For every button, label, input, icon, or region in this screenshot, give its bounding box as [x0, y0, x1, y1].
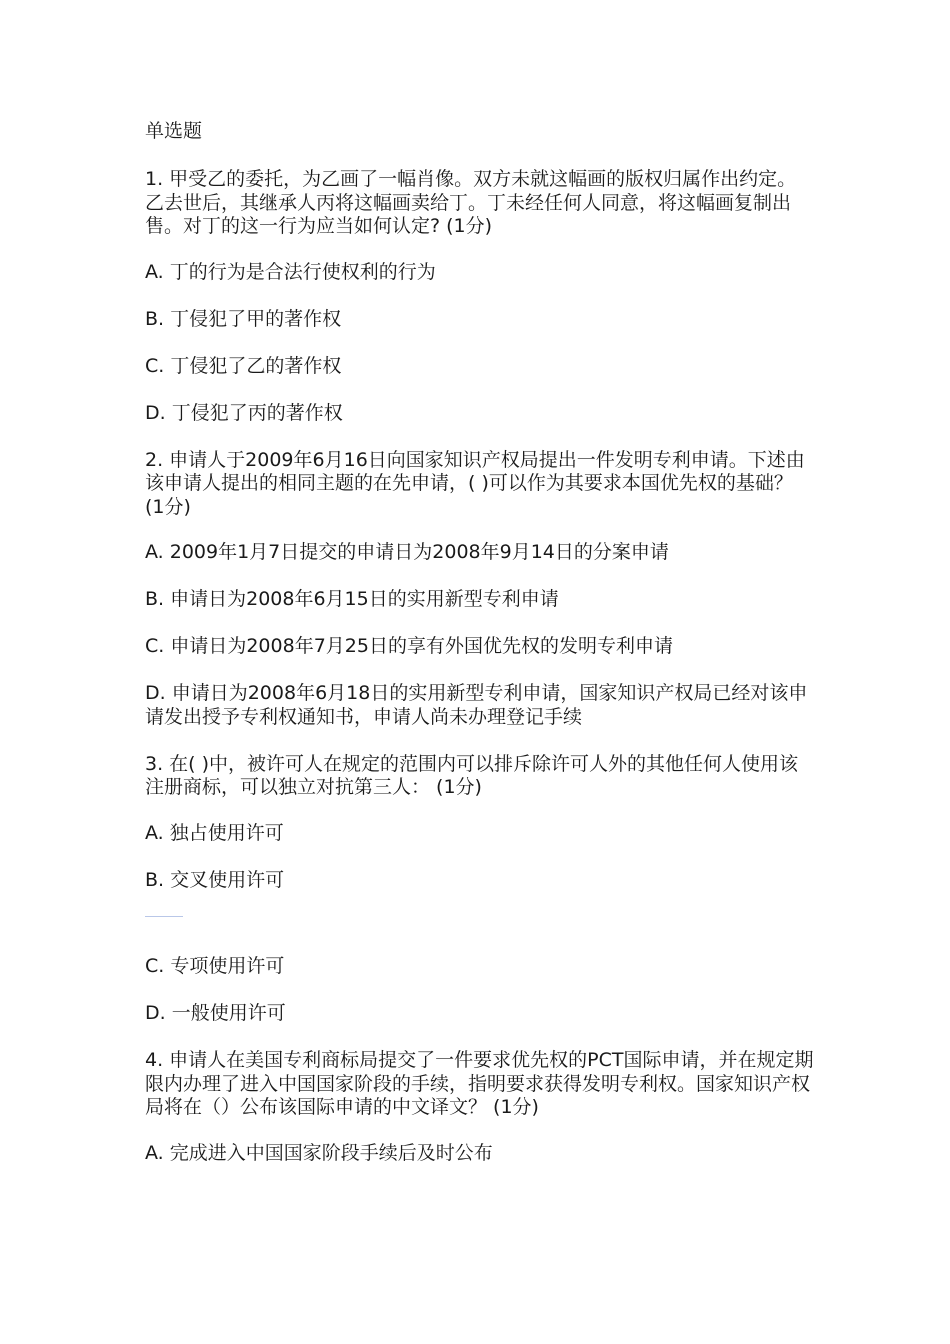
question-1-option-c: C. 丁侵犯了乙的著作权	[145, 354, 342, 377]
question-3-option-d: D. 一般使用许可	[145, 1002, 286, 1024]
question-2-option-b: B. 申请日为2008年6月15日的实用新型专利申请	[145, 588, 559, 610]
question-4-option-a: A. 完成进入中国国家阶段手续后及时公布	[145, 1141, 493, 1164]
question-2-option-a: A. 2009年1月7日提交的申请日为2008年9月14日的分案申请	[145, 541, 669, 563]
question-1-option-d: D. 丁侵犯了丙的著作权	[145, 401, 343, 424]
question-2-text: 2. 申请人于2009年6月16日向国家知识产权局提出一件发明专利申请。下述由该申请人提出的相同主题的在先申请，( )可以作为其要求本国优先权的基础？ (1分)	[145, 448, 805, 518]
question-2-option-c: C. 申请日为2008年7月25日的享有外国优先权的发明专利申请	[145, 635, 673, 657]
question-1-option-b: B. 丁侵犯了甲的著作权	[145, 307, 342, 330]
question-1-option-a: A. 丁的行为是合法行使权利的行为	[145, 260, 436, 283]
question-3-option-c: C. 专项使用许可	[145, 955, 285, 977]
question-3-text: 3. 在( )中，被许可人在规定的范围内可以排斥除许可人外的其他任何人使用该注册商标，可以独立对抗第三人： (1分)	[145, 752, 799, 798]
question-4-text: 4. 申请人在美国专利商标局提交了一件要求优先权的PCT国际申请，并在规定期限内办理了进入中国国家阶段的手续，指明要求获得发明专利权。国家知识产权局将在（）公布该国际申请的中文译文？ (1分)	[145, 1049, 814, 1118]
question-2-option-d: D. 申请日为2008年6月18日的实用新型专利申请，国家知识产权局已经对该申请发出授予专利权通知书，申请人尚未办理登记手续	[145, 682, 808, 728]
divider-line	[145, 916, 183, 917]
question-3-option-a: A. 独占使用许可	[145, 821, 284, 844]
question-1-text: 1. 甲受乙的委托，为乙画了一幅肖像。双方未就这幅画的版权归属作出约定。乙去世后，其继承人丙将这幅画卖给丁。丁未经任何人同意，将这幅画复制出售。对丁的这一行为应当如何认定? (1分)	[145, 168, 797, 237]
question-3-option-b: B. 交叉使用许可	[145, 868, 285, 891]
section-title: 单选题	[145, 120, 203, 142]
document-page	[145, 118, 815, 1189]
